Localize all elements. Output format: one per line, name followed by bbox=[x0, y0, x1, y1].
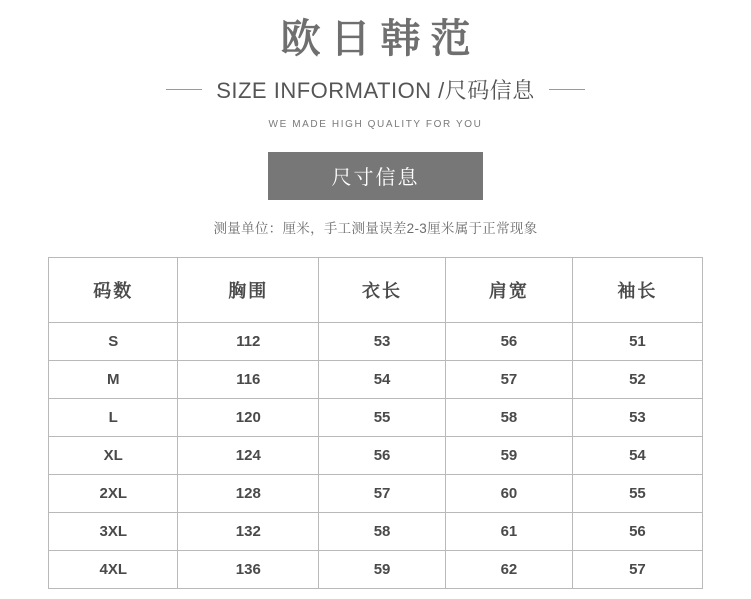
table-row bbox=[49, 513, 703, 551]
measurement-note: 测量单位：厘米，手工测量误差2-3厘米属于正常现象 bbox=[213, 221, 538, 236]
table-row bbox=[49, 399, 703, 437]
table-cell: 52 bbox=[572, 361, 702, 399]
table-cell: 4XL bbox=[49, 551, 178, 589]
size-table-head bbox=[49, 258, 703, 323]
table-cell: 132 bbox=[178, 513, 319, 551]
table-cell: 60 bbox=[445, 475, 572, 513]
table-row bbox=[49, 475, 703, 513]
rule-right bbox=[549, 89, 585, 90]
subtitle-row bbox=[0, 74, 751, 105]
table-header-cell: 衣长 bbox=[319, 258, 446, 323]
table-cell: 53 bbox=[319, 323, 446, 361]
table-cell: 56 bbox=[319, 437, 446, 475]
table-cell: 2XL bbox=[49, 475, 178, 513]
banner-wrap bbox=[0, 152, 751, 200]
table-cell: 56 bbox=[572, 513, 702, 551]
table-cell: 57 bbox=[319, 475, 446, 513]
table-cell: 136 bbox=[178, 551, 319, 589]
table-cell: 3XL bbox=[49, 513, 178, 551]
table-row bbox=[49, 361, 703, 399]
table-cell: XL bbox=[49, 437, 178, 475]
table-cell: 59 bbox=[445, 437, 572, 475]
page-subtitle: SIZE INFORMATION /尺码信息 bbox=[216, 78, 535, 103]
table-cell: 58 bbox=[319, 513, 446, 551]
table-cell: M bbox=[49, 361, 178, 399]
rule-left bbox=[166, 89, 202, 90]
table-cell: 62 bbox=[445, 551, 572, 589]
table-cell: 128 bbox=[178, 475, 319, 513]
table-cell: S bbox=[49, 323, 178, 361]
table-header-cell: 码数 bbox=[49, 258, 178, 323]
table-cell: 57 bbox=[572, 551, 702, 589]
table-cell: 53 bbox=[572, 399, 702, 437]
size-table-wrap bbox=[48, 257, 703, 589]
table-row bbox=[49, 323, 703, 361]
table-row bbox=[49, 551, 703, 589]
table-cell: 58 bbox=[445, 399, 572, 437]
table-row bbox=[49, 437, 703, 475]
page-header bbox=[0, 0, 751, 130]
table-cell: 116 bbox=[178, 361, 319, 399]
size-table-body bbox=[49, 323, 703, 589]
table-header-row bbox=[49, 258, 703, 323]
table-cell: 61 bbox=[445, 513, 572, 551]
brand-title: 欧日韩范 bbox=[280, 16, 481, 62]
table-cell: 120 bbox=[178, 399, 319, 437]
table-cell: L bbox=[49, 399, 178, 437]
size-table bbox=[48, 257, 703, 589]
table-cell: 55 bbox=[319, 399, 446, 437]
table-cell: 59 bbox=[319, 551, 446, 589]
table-cell: 54 bbox=[572, 437, 702, 475]
table-cell: 112 bbox=[178, 323, 319, 361]
table-cell: 54 bbox=[319, 361, 446, 399]
tagline: WE MADE HIGH QUALITY FOR YOU bbox=[268, 119, 483, 130]
table-cell: 56 bbox=[445, 323, 572, 361]
table-cell: 124 bbox=[178, 437, 319, 475]
section-banner: 尺寸信息 bbox=[268, 152, 483, 200]
table-cell: 55 bbox=[572, 475, 702, 513]
table-header-cell: 肩宽 bbox=[445, 258, 572, 323]
table-header-cell: 胸围 bbox=[178, 258, 319, 323]
table-header-cell: 袖长 bbox=[572, 258, 702, 323]
table-cell: 51 bbox=[572, 323, 702, 361]
table-cell: 57 bbox=[445, 361, 572, 399]
